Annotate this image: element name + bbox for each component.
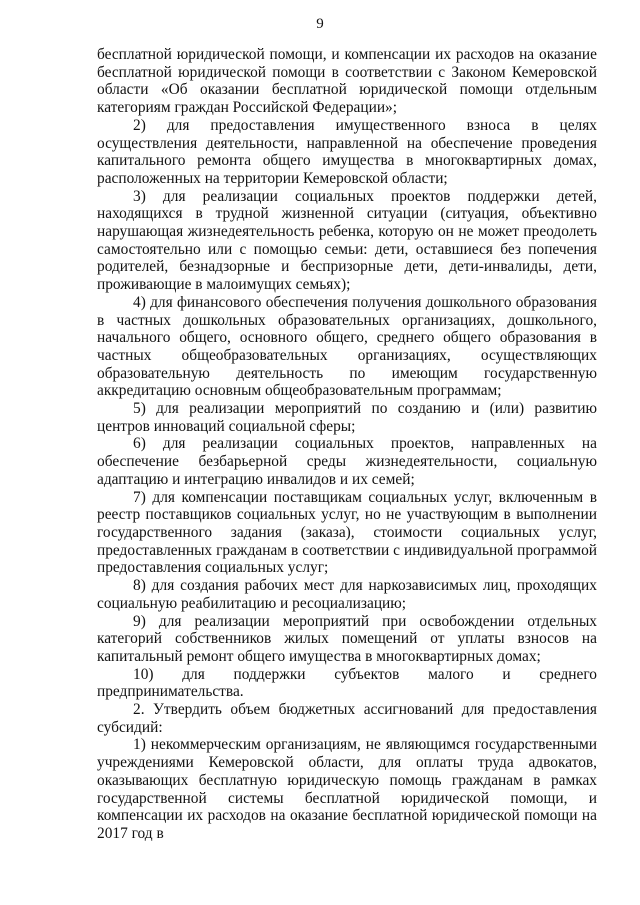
- document-body: [97, 46, 597, 843]
- paragraph-item-10: 10) для поддержки субъектов малого и среднего предпринимательства.: [97, 665, 597, 701]
- paragraph-item-4: 4) для финансового обеспечения получения дошкольного образования в частных дошкольных образовательных организациях, дошкольного, начального общего, основного общего, среднего общего образования в частных общеобразовательных организациях, осуществляющих образовательную деятельность по имеющим государственную аккредитацию основным общеобразовательным программам;: [97, 293, 597, 400]
- paragraph-item-8: 8) для создания рабочих мест для наркозависимых лиц, проходящих социальную реабилитацию и ресоциализацию;: [97, 577, 597, 612]
- paragraph-continuation: бесплатной юридической помощи, и компенсации их расходов на оказание бесплатной юридической помощи в соответствии с Законом Кемеровской области «Об оказании бесплатной юридической помощи отдельным категориям граждан Российской Федерации»;: [97, 46, 597, 117]
- paragraph-section-2: 2. Утвердить объем бюджетных ассигнований для предоставления субсидий:: [97, 701, 597, 736]
- page-number: 9: [316, 16, 324, 32]
- paragraph-section-2-item-1: 1) некоммерческим организациям, не являющимся государственными учреждениями Кемеровской области, для оплаты труда адвокатов, оказывающих бесплатную юридическую помощь гражданам в рамках государственной системы бесплатной юридической помощи, и компенсации их расходов на оказание бесплатной юридической помощи на 2017 год в: [97, 736, 597, 842]
- paragraph-item-6: 6) для реализации социальных проектов, направленных на обеспечение безбарьерной среды жизнедеятельности, социальную адаптацию и интеграцию инвалидов и их семей;: [97, 435, 597, 488]
- paragraph-item-5: 5) для реализации мероприятий по созданию и (или) развитию центров инноваций социальной сферы;: [97, 400, 597, 435]
- paragraph-item-9: 9) для реализации мероприятий при освобождении отдельных категорий собственников жилых помещений от уплаты взносов на капитальный ремонт общего имущества в многоквартирных домах;: [97, 612, 597, 665]
- paragraph-item-7: 7) для компенсации поставщикам социальных услуг, включенным в реестр поставщиков социальных услуг, но не участвующим в выполнении государственного задания (заказа), стоимости социальных услуг, предоставленных гражданам в соответствии с индивидуальной программой предоставления социальных услуг;: [97, 488, 597, 577]
- paragraph-item-2: 2) для предоставления имущественного взноса в целях осуществления деятельности, направленной на обеспечение проведения капитального ремонта общего имущества в многоквартирных домах, расположенных на территории Кемеровской области;: [97, 116, 597, 187]
- paragraph-item-3: 3) для реализации социальных проектов поддержки детей, находящихся в трудной жизненной ситуации (ситуация, объективно нарушающая жизнедеятельность ребенка, которую он не может преодолеть самостоятельно или с помощью семьи: дети, оставшиеся без попечения родителей, безнадзорные и беспризорные дети, дети-инвалиды, дети, проживающие в малоимущих семьях);: [97, 187, 597, 294]
